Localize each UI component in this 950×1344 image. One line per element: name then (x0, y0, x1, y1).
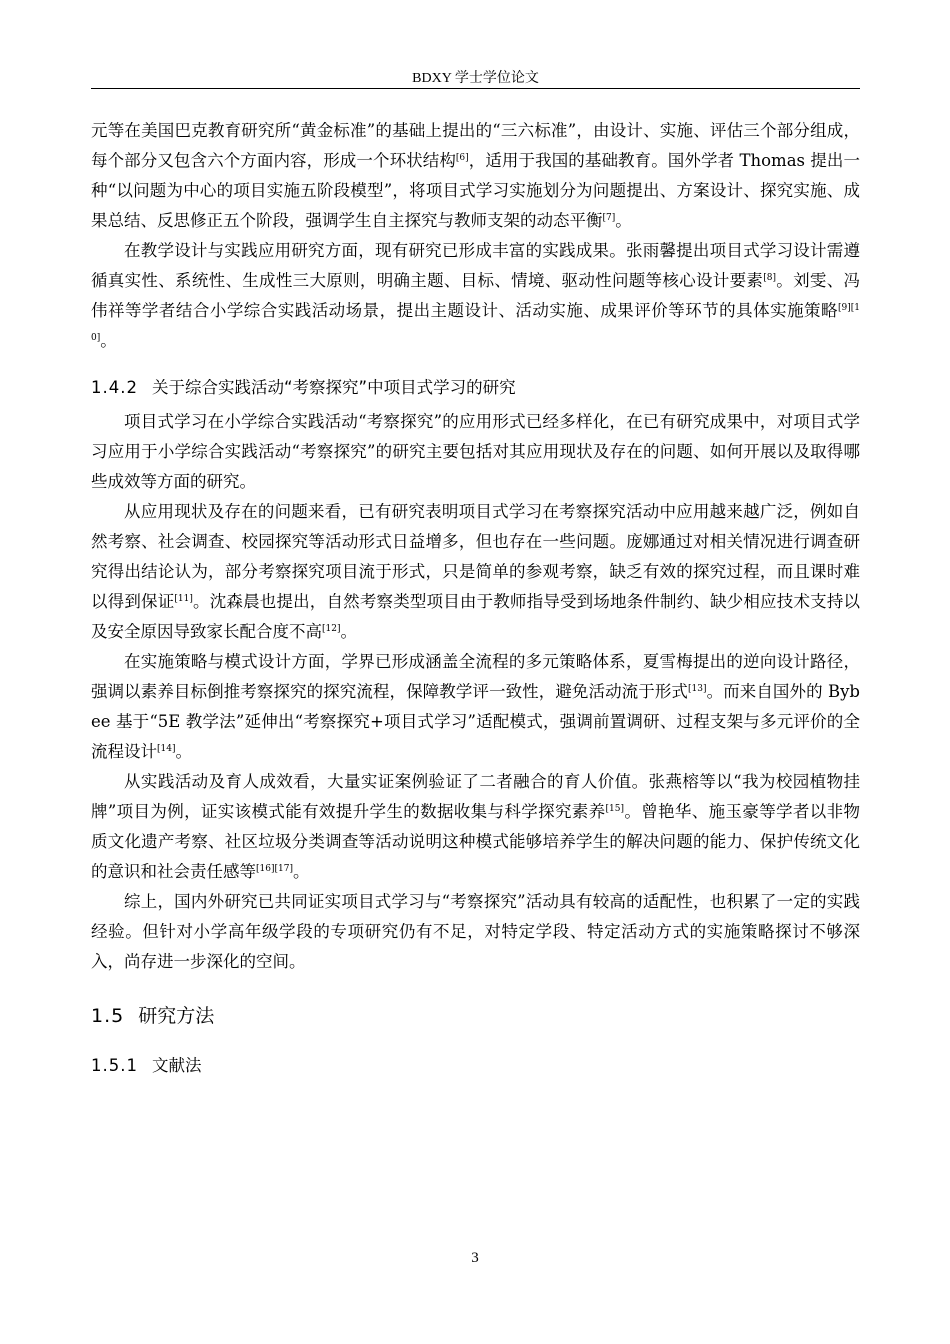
citation: [12] (322, 624, 341, 635)
document-body (91, 116, 860, 1081)
paragraph-4: 从应用现状及存在的问题来看，已有研究表明项目式学习在考察探究活动中应用越来越广泛，例如自然考察、社会调查、校园探究等活动形式日益增多，但也存在一些问题。庞娜通过对相关情况进行调查研究得出结论认为，部分考察探究项目流于形式，只是简单的参观考察，缺乏有效的探究过程，而且课时难以得到保证[11]。沈森晨也提出，自然考察类型项目由于教师指导受到场地条件制约、缺少相应技术支持以及安全原因导致家长配合度不高[12]。 (91, 502, 861, 641)
citation: [8] (763, 273, 776, 284)
paragraph-2: 在教学设计与实践应用研究方面，现有研究已形成丰富的实践成果。张雨馨提出项目式学习设计需遵循真实性、系统性、生成性三大原则，明确主题、目标、情境、驱动性问题等核心设计要素[8]。刘雯、冯伟祥等学者结合小学综合实践活动场景，提出主题设计、活动实施、成果评价等环节的具体实施策略[9][10]。 (91, 241, 861, 350)
citation: [11] (174, 594, 193, 605)
paragraph-5: 在实施策略与模式设计方面，学界已形成涵盖全流程的多元策略体系，夏雪梅提出的逆向设计路径，强调以素养目标倒推考察探究的探究流程，保障教学评一致性，避免活动流于形式[13]。而来自国外的 Bybee 基于“5E 教学法”延伸出“考察探究+项目式学习”适配模式，强调前置调研、过程支架与多元评价的全流程设计[14]。 (91, 652, 860, 761)
page-header: BDXY 学士学位论文 (412, 71, 539, 86)
citation: [9][10] (91, 303, 860, 344)
paragraph-1: 元等在美国巴克教育研究所“黄金标准”的基础上提出的“三六标准”，由设计、实施、评估三个部分组成，每个部分又包含六个方面内容，形成一个环状结构[6]，适用于我国的基础教育。国外学者 Thomas 提出一种“以问题为中心的项目实施五阶段模型”，将项目式学习实施划分为问题提出、方案设计、探究实施、成果总结、反思修正五个阶段，强调学生自主探究与教师支架的动态平衡[7]。 (91, 121, 861, 230)
citation: [6] (455, 153, 469, 164)
section-heading-1-5: 1.5 研究方法 (91, 1005, 215, 1027)
section-heading-1-4-2: 1.4.2 关于综合实践活动“考察探究”中项目式学习的研究 (91, 378, 516, 397)
paragraph-7: 综上，国内外研究已共同证实项目式学习与“考察探究”活动具有较高的适配性，也积累了一定的实践经验。但针对小学高年级学段的专项研究仍有不足，对特定学段、特定活动方式的实施策略探讨不够深入，尚存进一步深化的空间。 (91, 892, 860, 971)
paragraph-6: 从实践活动及育人成效看，大量实证案例验证了二者融合的育人价值。张燕榕等以“我为校园植物挂牌”项目为例，证实该模式能有效提升学生的数据收集与科学探究素养[15]。曾艳华、施玉豪等学者以非物质文化遗产考察、社区垃圾分类调查等活动说明这种模式能够培养学生的解决问题的能力、保护传统文化的意识和社会责任感等[16][17]。 (91, 772, 861, 881)
header-rule (91, 88, 860, 89)
paragraph-3: 项目式学习在小学综合实践活动“考察探究”的应用形式已经多样化，在已有研究成果中，对项目式学习应用于小学综合实践活动“考察探究”的研究主要包括对其应用现状及存在的问题、如何开展以及取得哪些成效等方面的研究。 (91, 412, 860, 491)
citation: [15] (605, 804, 624, 815)
citation: [13] (688, 684, 707, 695)
citation: [16][17] (256, 864, 293, 875)
citation: [7] (602, 213, 616, 224)
citation: [14] (157, 744, 176, 755)
page-number: 3 (471, 1250, 479, 1266)
section-heading-1-5-1: 1.5.1 文献法 (91, 1056, 202, 1075)
